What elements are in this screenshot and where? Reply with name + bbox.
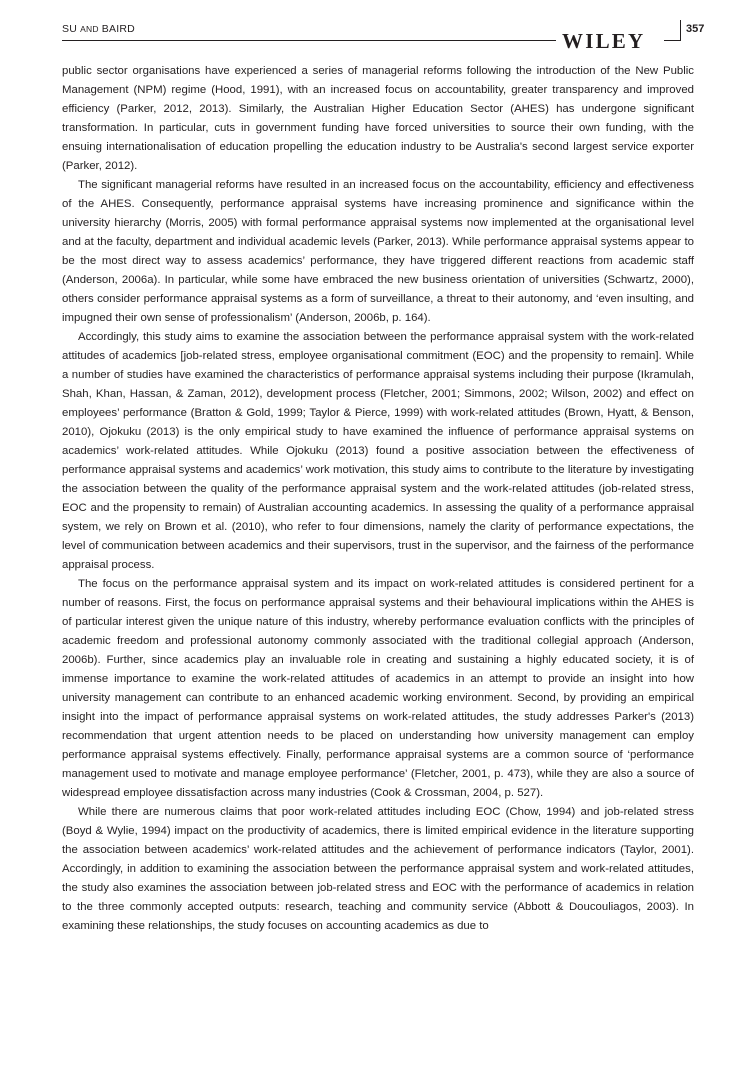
page-number: 357 [686,23,705,35]
running-head [62,23,135,35]
paragraph-4: The focus on the performance appraisal system and its impact on work-related attitudes is considered pertinent for a number of reasons. First, the focus on performance appraisal systems and their behavioural implications within the AHES is of particular interest given the unique nature of this industry, whereby performance evaluation conflicts with the principles of academic freedom and professional autonomy commonly associated with the traditional collegial approach (Anderson, 2006b). Further, since academics play an invaluable role in creating and sustaining a highly educated society, it is of immense importance to examine the work-related attitudes of academics in an attempt to provide an insight into how university management can contribute to an enhanced academic working environment. Second, by providing an empirical insight into the impact of performance appraisal systems on work-related attitudes, the study addresses Parker's (2013) recommendation that urgent attention needs to be placed on understanding how university management can employ performance appraisal systems effectively. Finally, performance appraisal systems are a common source of ‘performance management used to motivate and manage employee performance’ (Fletcher, 2001, p. 473), while they are also a source of widespread employee dissatisfaction across many industries (Cook & Crossman, 2004, p. 527). [62,578,694,799]
paragraph-5: While there are numerous claims that poor work-related attitudes including EOC (Chow, 1994) and job-related stress (Boyd & Wylie, 1994) impact on the productivity of academics, there is limited empirical evidence in the literature supporting the association between academics’ work-related attitudes and the achievement of performance indicators (Taylor, 2001). Accordingly, in addition to examining the association between the performance appraisal system and work-related attitudes, the study also examines the association between job-related stress and EOC with the performance of academics in relation to the three commonly accepted outputs: research, teaching and community service (Abbott & Doucouliagos, 2003). In examining these relationships, the study focuses on accounting academics as due to [62,806,694,932]
paragraph-1: public sector organisations have experienced a series of managerial reforms following the introduction of the New Public Management (NPM) regime (Hood, 1991), with an increased focus on accountability, greater transparency and improved efficiency (Parker, 2012, 2013). Similarly, the Australian Higher Education Sector (AHES) has undergone significant transformation. In particular, cuts in government funding have forced universities to source their own funding, with the ensuing internationalisation of education propelling the education industry to be Australia's second largest service exporter (Parker, 2012). [62,65,694,172]
paragraph-3: Accordingly, this study aims to examine the association between the performance appraisal system with the work-related attitudes of academics [job-related stress, employee organisational commitment (EOC) and the propensity to remain]. While a number of studies have examined the characteristics of performance appraisal systems including their purpose (Ikramulah, Shah, Khan, Hassan, & Zaman, 2012), development process (Fletcher, 2001; Simmons, 2002; Wilson, 2002) and effect on employees’ performance (Bratton & Gold, 1999; Taylor & Pierce, 1999) with work-related attitudes (Brown, Hyatt, & Benson, 2010), Ojokuku (2013) is the only empirical study to have examined the influence of performance appraisal systems on academics’ work-related attitudes. While Ojokuku (2013) found a positive association between the effectiveness of performance appraisal systems and academics’ work motivation, this study aims to contribute to the literature by investigating the association between the quality of the performance appraisal system and the work-related attitudes (job-related stress, EOC and the propensity to remain) of Australian accounting academics. In assessing the quality of a performance appraisal system, we rely on Brown et al. (2010), who refer to four dimensions, namely the clarity of performance expectations, the level of communication between academics and their supervisors, trust in the supervisor, and the fairness of the performance appraisal process. [62,331,694,571]
running-head-author-2: BAIRD [101,23,135,35]
running-head-author-1: SU [62,23,77,35]
header-rule-right [664,40,680,41]
running-head-and: AND [80,24,99,34]
paragraph-2: The significant managerial reforms have resulted in an increased focus on the accountability, efficiency and effectiveness of the AHES. Consequently, performance appraisal systems have increasing prominence and significance within the university hierarchy (Morris, 2005) with formal performance appraisal systems now implemented at the organisational level and at the faculty, department and individual academic levels (Parker, 2013). While performance appraisal systems appear to be the most direct way to assess academics’ performance, they have triggered different reactions from academic staff (Anderson, 2006a). In particular, while some have embraced the new business orientation of universities (Schwartz, 2000), others consider performance appraisal systems as a form of surveillance, a threat to their autonomy, and ‘even insulting, and impugned their own sense of professionalism’ (Anderson, 2006b, p. 164). [62,179,694,324]
page-header [62,20,705,53]
publisher-logo: WILEY [562,29,646,53]
header-divider [680,20,681,41]
article-body [62,62,694,936]
header-rule [62,40,556,41]
